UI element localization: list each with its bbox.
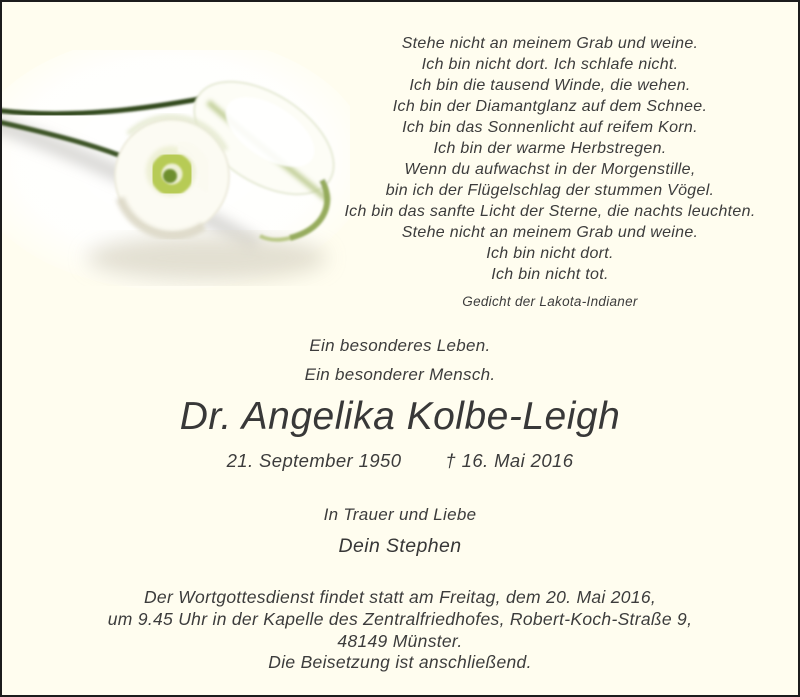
deceased-name: Dr. Angelika Kolbe-Leigh [179,395,621,438]
farewell-line: In Trauer und Liebe [323,505,477,524]
service-line: um 9.45 Uhr in der Kapelle des Zentralfriedhofes, Robert-Koch-Straße 9, [107,608,693,629]
poem-line: Stehe nicht an meinem Grab und weine. [401,35,699,52]
intro-line-2: Ein besonderer Mensch. [304,364,496,384]
intro-lines [2,332,798,389]
poem-line: Wenn du aufwachst in der Morgenstille, [404,161,696,178]
poem-line: Stehe nicht an meinem Grab und weine. [401,224,699,241]
service-line: 48149 Münster. [337,630,463,651]
calla-lilies-illustration [2,50,350,300]
poem-attribution: Gedicht der Lakota-Indianer [462,294,638,309]
life-dates [2,449,798,473]
poem-line: Ich bin der warme Herbstregen. [433,140,667,157]
service-line: Der Wortgottesdienst findet statt am Freitag, dem 20. Mai 2016, [143,587,657,607]
service-info [2,587,798,674]
calla-lilies-photo [2,50,350,300]
birth-date: 21. September 1950 [226,450,402,471]
poem-line: bin ich der Flügelschlag der stummen Vögel. [385,182,715,199]
poem-line: Ich bin das sanfte Licht der Sterne, die nachts leuchten. [344,203,756,220]
poem-line: Ich bin die tausend Winde, die wehen. [409,77,691,94]
service-line: Die Beisetzung ist anschließend. [268,652,532,673]
memorial-poem [310,33,790,312]
mourner-name: Dein Stephen [338,535,462,557]
poem-line: Ich bin nicht dort. Ich schlafe nicht. [421,56,679,73]
poem-line: Ich bin der Diamantglanz auf dem Schnee. [392,98,708,115]
intro-line-1: Ein besonderes Leben. [309,336,491,355]
death-date: † 16. Mai 2016 [445,450,574,471]
poem-line: Ich bin nicht tot. [491,266,609,283]
poem-line: Ich bin das Sonnenlicht auf reifem Korn. [402,119,698,136]
poem-line: Ich bin nicht dort. [486,245,614,262]
